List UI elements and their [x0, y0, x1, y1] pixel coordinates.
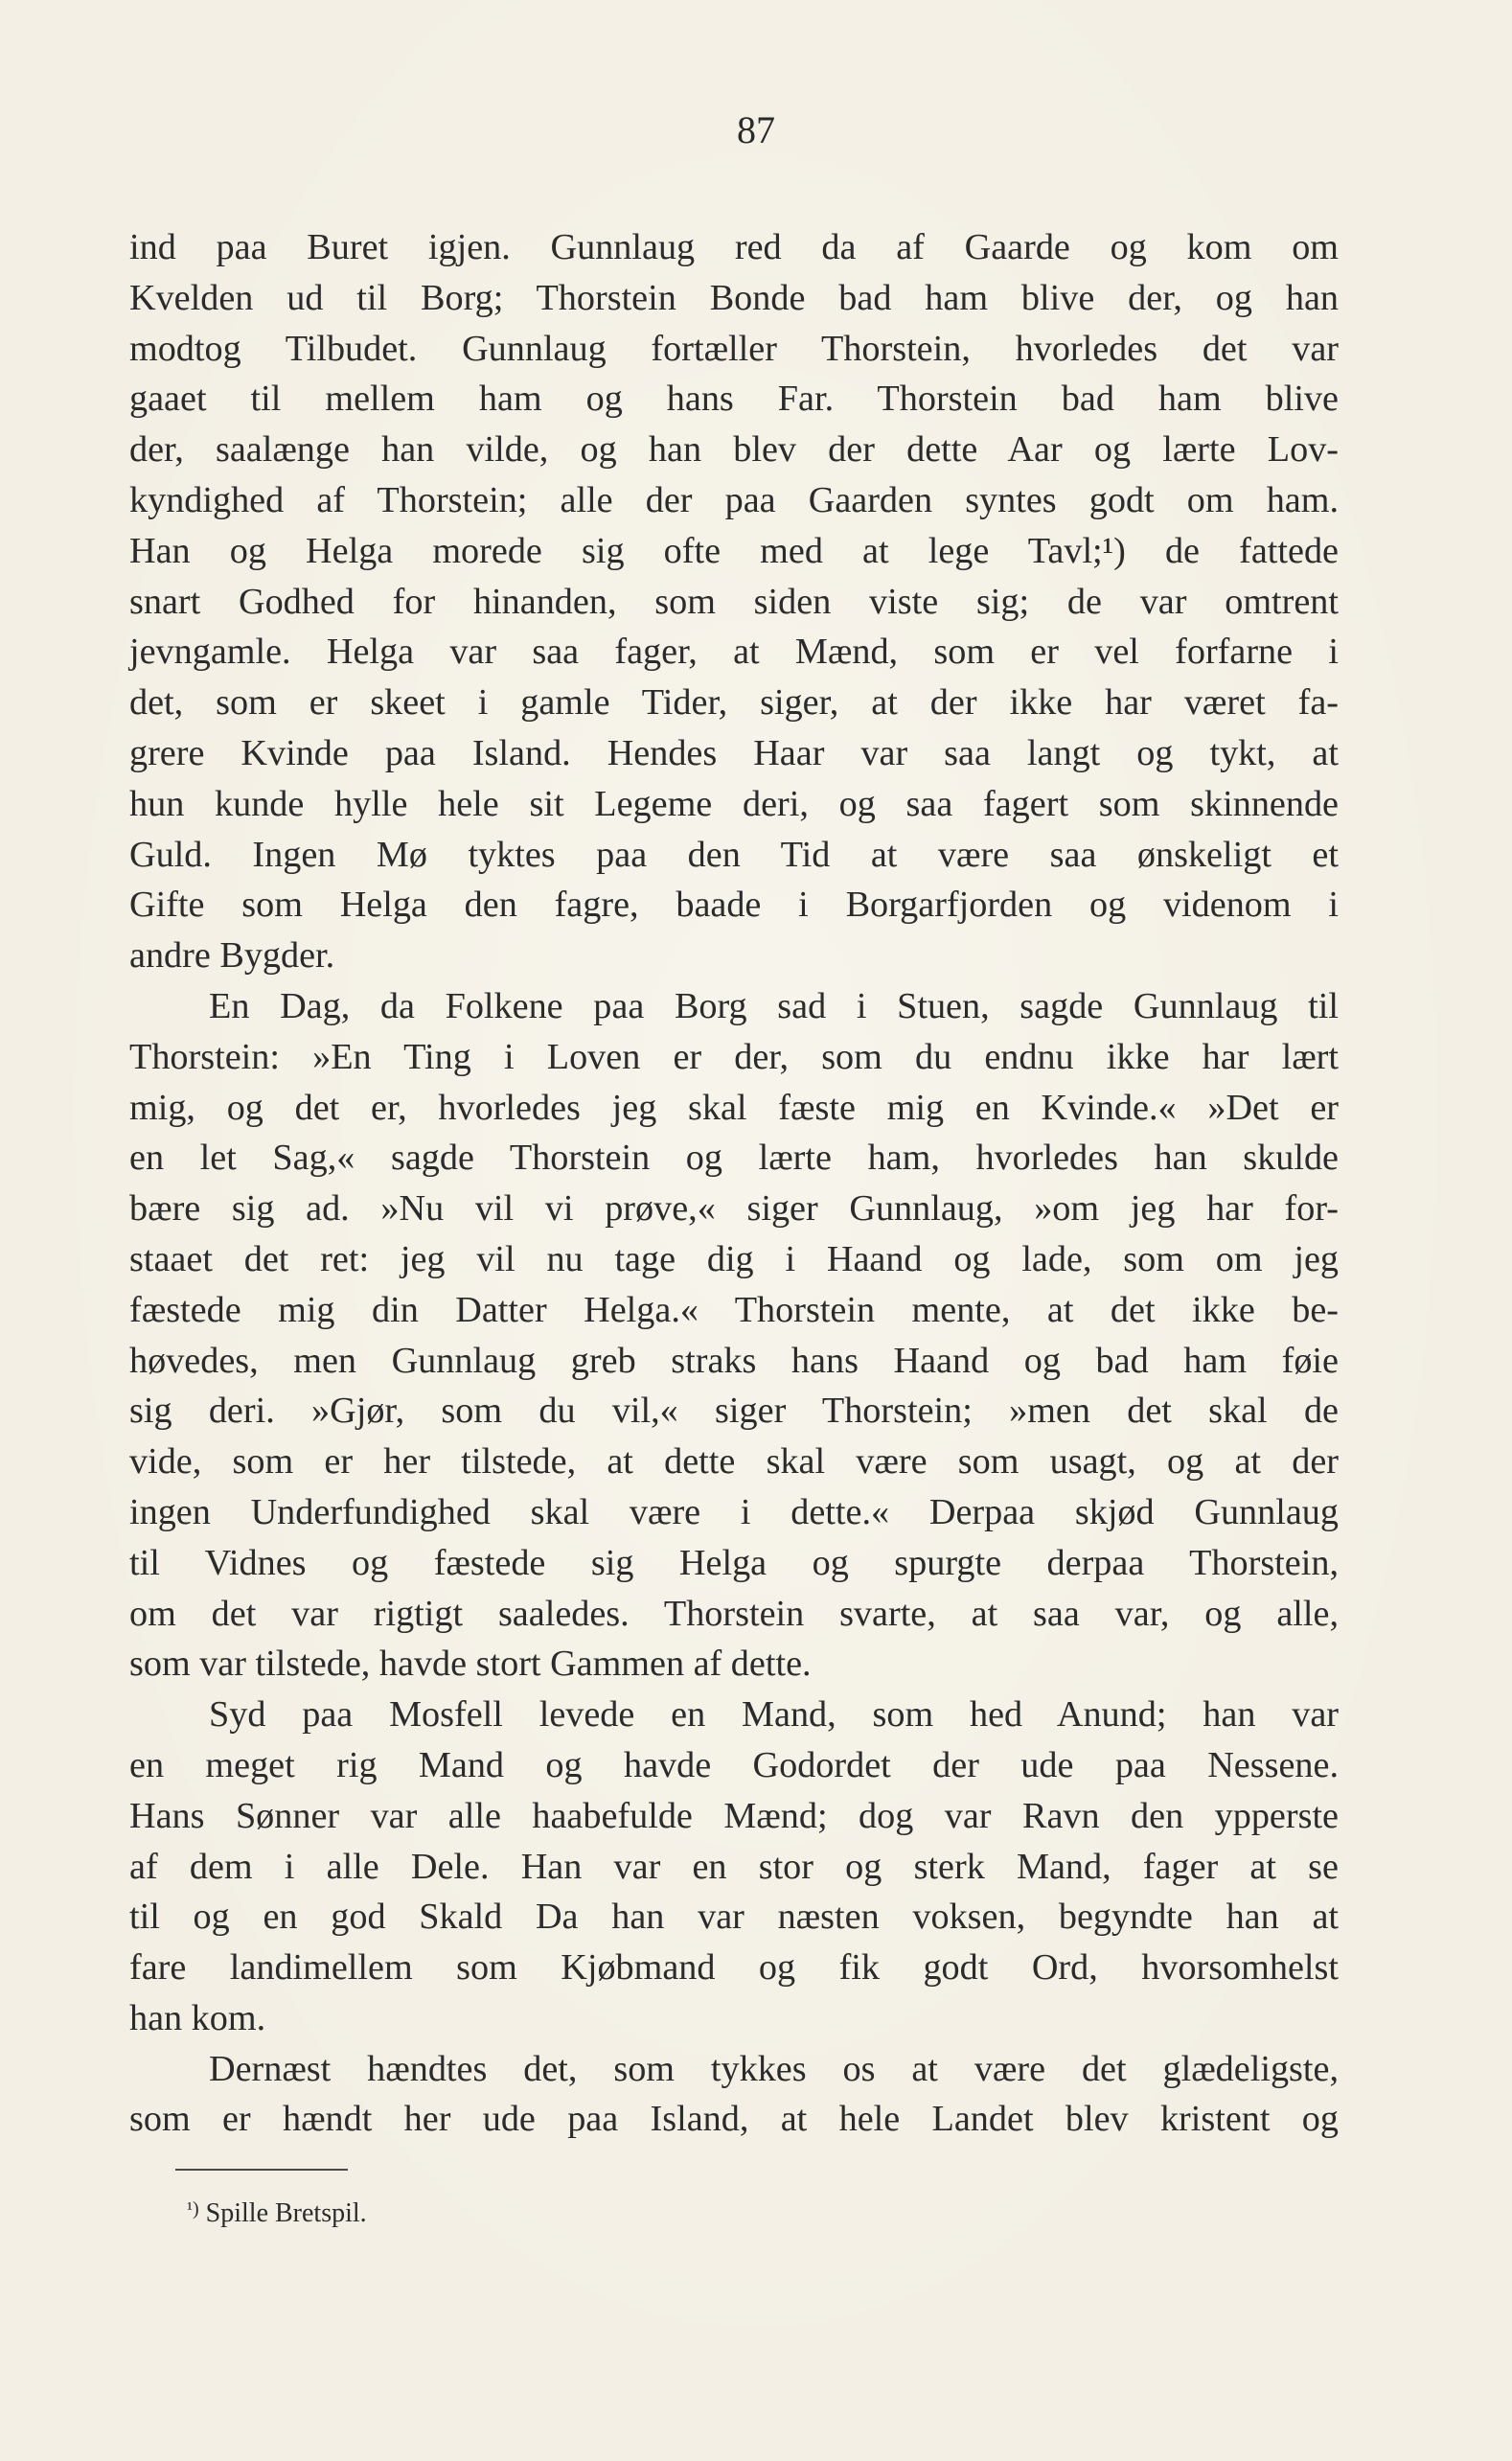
- text-line: til og en god Skald Da han var næsten voksen, begyndte han at: [129, 1897, 1339, 1938]
- text-line: til Vidnes og fæstede sig Helga og spurgte derpaa Thorstein,: [129, 1542, 1339, 1583]
- text-line: som er hændt her ude paa Island, at hele Landet blev kristent og: [129, 2099, 1339, 2140]
- text-line: Dernæst hændtes det, som tykkes os at være det glædeligste,: [209, 2048, 1339, 2089]
- text-line: Syd paa Mosfell levede en Mand, som hed Anund; han var: [209, 1694, 1339, 1736]
- text-line: ind paa Buret igjen. Gunnlaug red da af Gaarde og kom om: [129, 227, 1339, 267]
- text-line: en meget rig Mand og havde Godordet der ude paa Nessene.: [129, 1744, 1339, 1785]
- text-line: fare landimellem som Kjøbmand og fik godt Ord, hvorsomhelst: [129, 1947, 1339, 1989]
- text-line: gaaet til mellem ham og hans Far. Thorstein bad ham blive: [129, 379, 1339, 420]
- text-line: sig deri. »Gjør, som du vil,« siger Thorstein; »men det skal de: [129, 1391, 1339, 1432]
- text-line: vide, som er her tilstede, at dette skal være som usagt, og at der: [129, 1441, 1339, 1483]
- text-line: grere Kvinde paa Island. Hendes Haar var saa langt og tykt, at: [129, 732, 1339, 773]
- text-line: fæstede mig din Datter Helga.« Thorstein mente, at det ikke be-: [129, 1289, 1339, 1330]
- text-line: jevngamle. Helga var saa fager, at Mænd, som er vel forfarne i: [129, 632, 1339, 673]
- text-line: Hans Sønner var alle haabefulde Mænd; dog var Ravn den ypperste: [129, 1795, 1339, 1836]
- text-line: andre Bygder.: [129, 935, 335, 977]
- text-line: mig, og det er, hvorledes jeg skal fæste mig en Kvinde.« »Det er: [129, 1087, 1339, 1128]
- text-line: Guld. Ingen Mø tyktes paa den Tid at være saa ønskeligt et: [129, 834, 1339, 875]
- text-line: en let Sag,« sagde Thorstein og lærte ham, hvorledes han skulde: [129, 1138, 1339, 1179]
- text-line: kyndighed af Thorstein; alle der paa Gaarden syntes godt om ham.: [129, 479, 1339, 520]
- text-line: han kom.: [129, 1997, 266, 2038]
- body-text: [129, 222, 1339, 2145]
- footnote-marker: ¹): [187, 2198, 199, 2220]
- footnote: [187, 2198, 367, 2229]
- page-number: 87: [737, 108, 775, 151]
- text-line: Gifte som Helga den fagre, baade i Borgarfjorden og videnom i: [129, 885, 1339, 926]
- text-line: høvedes, men Gunnlaug greb straks hans Haand og bad ham føie: [129, 1340, 1339, 1381]
- text-line: snart Godhed for hinanden, som siden viste sig; de var omtrent: [129, 581, 1339, 622]
- text-line: af dem i alle Dele. Han var en stor og sterk Mand, fager at se: [129, 1846, 1339, 1887]
- footnote-divider: [175, 2169, 348, 2171]
- text-line: der, saalænge han vilde, og han blev der dette Aar og lærte Lov-: [129, 429, 1339, 471]
- text-line: staaet det ret: jeg vil nu tage dig i Haand og lade, som om jeg: [129, 1238, 1339, 1279]
- text-line: ingen Underfundighed skal være i dette.« Derpaa skjød Gunnlaug: [129, 1491, 1339, 1532]
- text-line: om det var rigtigt saaledes. Thorstein svarte, at saa var, og alle,: [129, 1593, 1339, 1634]
- text-line: Han og Helga morede sig ofte med at lege Tavl;¹) de fattede: [129, 530, 1339, 571]
- text-line: Kvelden ud til Borg; Thorstein Bonde bad ham blive der, og han: [129, 277, 1339, 318]
- text-line: Thorstein: »En Ting i Loven er der, som du endnu ikke har lært: [129, 1036, 1339, 1077]
- text-line: hun kunde hylle hele sit Legeme deri, og saa fagert som skinnende: [129, 783, 1339, 824]
- text-line: En Dag, da Folkene paa Borg sad i Stuen, sagde Gunnlaug til: [209, 985, 1339, 1026]
- text-line: modtog Tilbudet. Gunnlaug fortæller Thorstein, hvorledes det var: [129, 328, 1339, 369]
- footnote-text: Spille Bretspil.: [205, 2198, 367, 2228]
- text-line: som var tilstede, havde stort Gammen af dette.: [129, 1644, 812, 1685]
- text-line: bære sig ad. »Nu vil vi prøve,« siger Gunnlaug, »om jeg har for-: [129, 1188, 1339, 1230]
- text-line: det, som er skeet i gamle Tider, siger, at der ikke har været fa-: [129, 682, 1339, 724]
